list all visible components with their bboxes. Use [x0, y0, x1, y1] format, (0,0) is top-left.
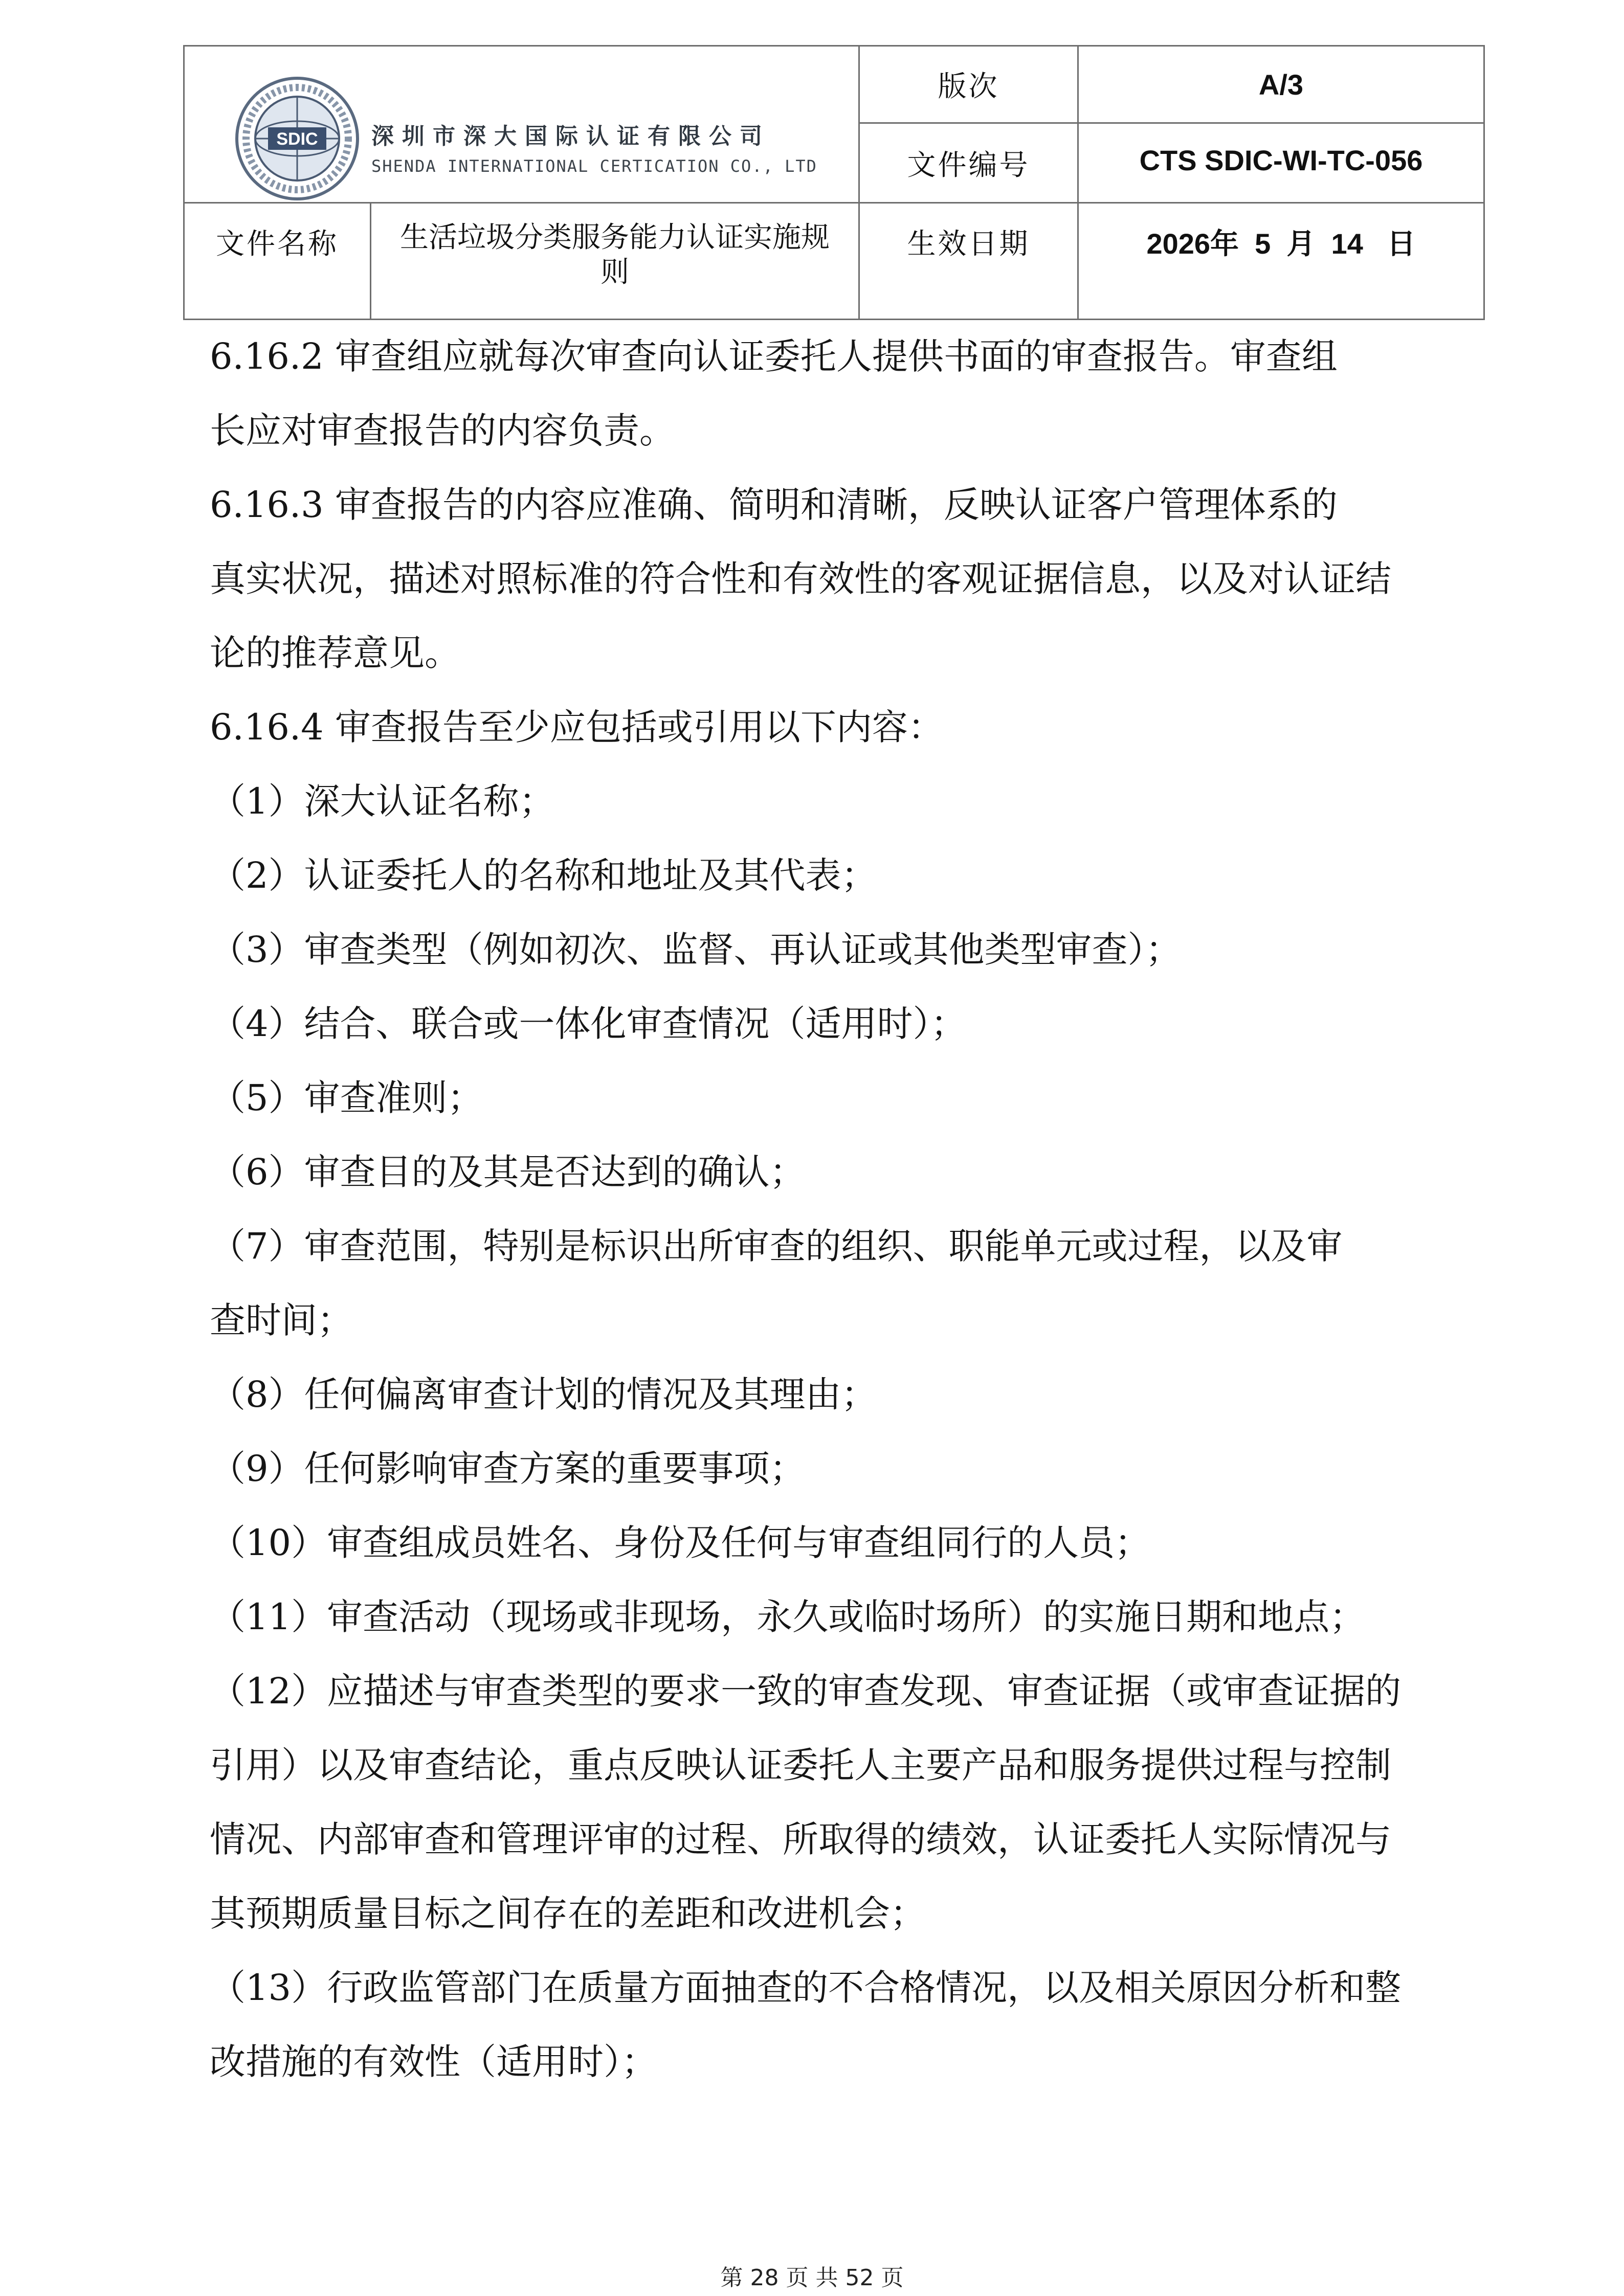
- body-line: 长应对审查报告的内容负责。: [210, 410, 675, 452]
- body-line: 论的推荐意见。: [210, 632, 460, 674]
- list-item: （6）审查目的及其是否达到的确认；: [210, 1151, 806, 1193]
- edition-label: 版次: [938, 70, 999, 103]
- list-item: （11）审查活动（现场或非现场，永久或临时场所）的实施日期和地点；: [210, 1596, 1366, 1638]
- list-item: （3）审查类型（例如初次、监督、再认证或其他类型审查）；: [210, 929, 1182, 971]
- effective-date-label: 生效日期: [907, 228, 1030, 261]
- list-item: （5）审查准则；: [210, 1077, 483, 1119]
- list-item: 情况、内部审查和管理评审的过程、所取得的绩效，认证委托人实际情况与: [210, 1818, 1391, 1860]
- edition-value: A/3: [1258, 68, 1304, 101]
- docname-label: 文件名称: [216, 228, 339, 261]
- document-header-table: [183, 45, 1485, 320]
- list-item: （7）审查范围，特别是标识出所审查的组织、职能单元或过程，以及审: [210, 1225, 1343, 1267]
- body-line: 6.16.4 审查报告至少应包括或引用以下内容：: [210, 706, 944, 748]
- document-body: [210, 320, 1437, 2099]
- company-name-en: SHENDA INTERNATIONAL CERTICATION CO., LTD: [371, 156, 817, 176]
- list-item: （13）行政监管部门在质量方面抽查的不合格情况，以及相关原因分析和整: [210, 1967, 1401, 2009]
- list-item: （1）深大认证名称；: [210, 780, 555, 822]
- docname-line-1: 生活垃圾分类服务能力认证实施规: [400, 221, 830, 254]
- list-item: 其预期质量目标之间存在的差距和改进机会；: [210, 1893, 926, 1934]
- list-item: （4）结合、联合或一体化审查情况（适用时）；: [210, 1003, 967, 1045]
- docname-line-2: 则: [600, 256, 629, 289]
- sdic-logo-icon: [233, 75, 361, 202]
- list-item: 查时间；: [210, 1299, 353, 1341]
- list-item: 改措施的有效性（适用时）；: [210, 2041, 657, 2083]
- list-item: （8）任何偏离审查计划的情况及其理由；: [210, 1374, 877, 1415]
- logo-text: SDIC: [276, 129, 318, 149]
- docno-label: 文件编号: [907, 148, 1030, 182]
- body-line: 6.16.3 审查报告的内容应准确、简明和清晰，反映认证客户管理体系的: [210, 484, 1338, 526]
- effective-date-value: 2026年 5 月 14 日: [1146, 228, 1416, 260]
- docno-value: CTS SDIC-WI-TC-056: [1139, 144, 1423, 176]
- list-item: （10）审查组成员姓名、身份及任何与审查组同行的人员；: [210, 1522, 1151, 1564]
- docname-value: [371, 220, 858, 318]
- body-line: 真实状况，描述对照标准的符合性和有效性的客观证据信息，以及对认证结: [210, 558, 1391, 600]
- list-item: （12）应描述与审查类型的要求一致的审查发现、审查证据（或审查证据的: [210, 1670, 1401, 1712]
- company-name-cn: 深圳市深大国际认证有限公司: [371, 123, 770, 149]
- body-line: 6.16.2 审查组应就每次审查向认证委托人提供书面的审查报告。审查组: [210, 335, 1338, 377]
- page-number: 第 28 页 共 52 页: [720, 2265, 904, 2291]
- list-item: （9）任何影响审查方案的重要事项；: [210, 1448, 806, 1490]
- list-item: （2）认证委托人的名称和地址及其代表；: [210, 854, 877, 896]
- list-item: 引用）以及审查结论，重点反映认证委托人主要产品和服务提供过程与控制: [210, 1744, 1391, 1786]
